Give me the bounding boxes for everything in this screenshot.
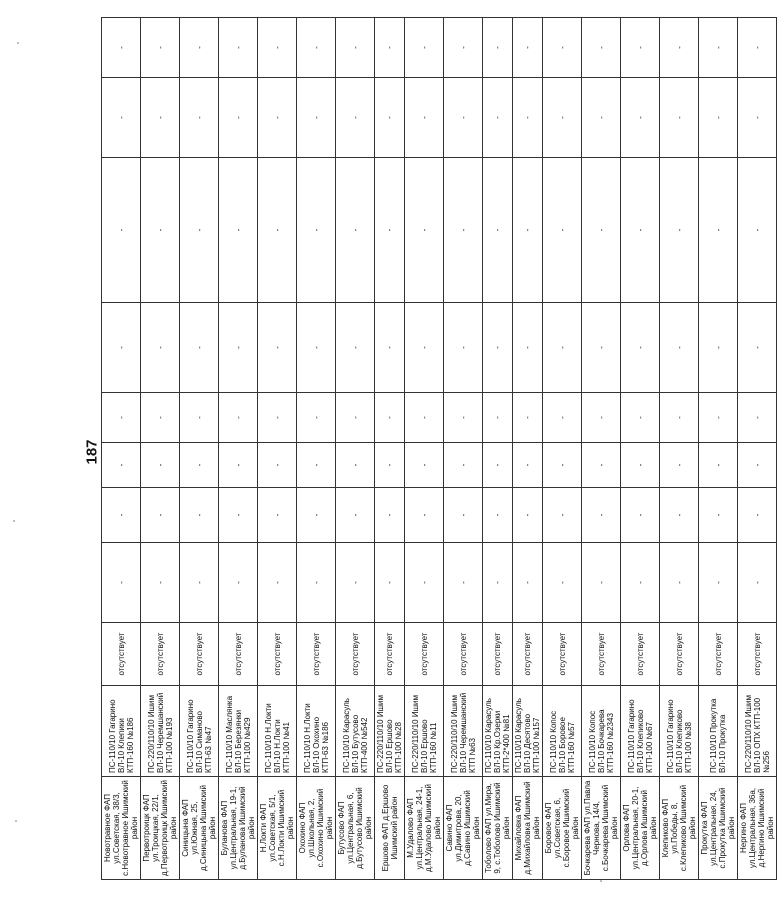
value-cell: -	[513, 303, 543, 393]
value-cell: -	[444, 158, 483, 303]
value-cell: -	[375, 18, 405, 78]
value-cell: -	[336, 543, 375, 623]
value-cell: -	[375, 158, 405, 303]
value-cell: -	[738, 78, 777, 158]
power-source-cell: ПС-110/10 Гагарино ВЛ-10 Клепиково КТП-100 №67	[621, 686, 660, 777]
power-source-cell: ПС-220/110/10 Ишим ВЛ-10 Ершово КТП-100 №28	[375, 686, 405, 777]
value-cell: -	[405, 303, 444, 393]
value-cell: -	[738, 543, 777, 623]
value-cell: -	[405, 18, 444, 78]
power-source-cell: ПС-110/10 Гагарино ВЛ-10 Симаново КТП-63 №47	[180, 686, 219, 777]
value-cell: -	[738, 158, 777, 303]
value-cell: -	[621, 158, 660, 303]
value-cell: -	[444, 488, 483, 543]
value-cell: -	[483, 303, 513, 393]
status-cell: отсутствует	[180, 623, 219, 686]
value-cell: -	[141, 303, 180, 393]
status-cell: отсутствует	[660, 623, 699, 686]
power-source-cell: ПС-110/10 Карасуль ВЛ-10 Бутусово КТП-400 №542	[336, 686, 375, 777]
value-cell: -	[543, 303, 582, 393]
status-cell: отсутствует	[483, 623, 513, 686]
value-cell: -	[102, 443, 141, 488]
table-row	[699, 18, 738, 880]
value-cell: -	[699, 488, 738, 543]
scan-speck	[17, 42, 19, 44]
value-cell: -	[405, 78, 444, 158]
value-cell: -	[582, 78, 621, 158]
status-cell: отсутствует	[699, 623, 738, 686]
power-source-cell: ПС-110/10 Гагарино ВЛ-10 Клепиково КТП-100 №38	[660, 686, 699, 777]
value-cell: -	[297, 443, 336, 488]
value-cell: -	[582, 18, 621, 78]
facility-cell: Орлова ФАП ул.Центральная, 20-1, д.Орлова Ишимский район	[621, 777, 660, 880]
value-cell: -	[102, 303, 141, 393]
value-cell: -	[180, 393, 219, 443]
value-cell: -	[582, 158, 621, 303]
power-supply-table	[101, 17, 777, 880]
table-row	[258, 18, 297, 880]
table-row	[180, 18, 219, 880]
facility-cell: Первотроицк ФАП ул.Троицкая, 22/1, д.Первотроицк Ишимский район	[141, 777, 180, 880]
value-cell: -	[375, 488, 405, 543]
table-body	[102, 18, 777, 880]
value-cell: -	[336, 488, 375, 543]
status-cell: отсутствует	[375, 623, 405, 686]
value-cell: -	[444, 303, 483, 393]
value-cell: -	[405, 158, 444, 303]
value-cell: -	[738, 18, 777, 78]
value-cell: -	[405, 488, 444, 543]
value-cell: -	[582, 543, 621, 623]
status-cell: отсутствует	[543, 623, 582, 686]
power-source-cell: ПС-110/10 Карасуль ВЛ-10 Кр.Озерки КТП-2*400 №81	[483, 686, 513, 777]
value-cell: -	[543, 443, 582, 488]
power-source-cell: ПС-110/10 Н.Локти ВЛ-10 Охохино КТП-63 №186	[297, 686, 336, 777]
value-cell: -	[180, 543, 219, 623]
value-cell: -	[621, 303, 660, 393]
table-row	[444, 18, 483, 880]
value-cell: -	[141, 158, 180, 303]
facility-cell: Бутусово ФАП ул.Центральная, 6, д.Бутусово Ишимский район	[336, 777, 375, 880]
value-cell: -	[219, 443, 258, 488]
value-cell: -	[513, 78, 543, 158]
value-cell: -	[543, 543, 582, 623]
facility-cell: Савино ФАП ул.Димитрова, 20, д.Савино Ишимский район	[444, 777, 483, 880]
value-cell: -	[582, 303, 621, 393]
table-row	[582, 18, 621, 880]
facility-cell: Новотравное ФАП ул.Советская, 38/3, с.Новотравное Ишимский район	[102, 777, 141, 880]
value-cell: -	[513, 543, 543, 623]
value-cell: -	[621, 543, 660, 623]
facility-cell: Боровое ФАП ул.Советская, 6, с.Боровое Ишимский район	[543, 777, 582, 880]
page-number: 187	[83, 439, 101, 465]
table-row	[621, 18, 660, 880]
power-source-cell: ПС-110/10 Гагарино ВЛ-10 Клепики КТП-160 №186	[102, 686, 141, 777]
value-cell: -	[543, 78, 582, 158]
table-row	[219, 18, 258, 880]
value-cell: -	[258, 488, 297, 543]
value-cell: -	[660, 18, 699, 78]
power-source-cell: ПС-110/10 Маслянка ВЛ-10 Березянки КТП-100 №429	[219, 686, 258, 777]
value-cell: -	[405, 443, 444, 488]
value-cell: -	[219, 393, 258, 443]
value-cell: -	[102, 158, 141, 303]
value-cell: -	[336, 393, 375, 443]
value-cell: -	[336, 18, 375, 78]
value-cell: -	[102, 18, 141, 78]
power-source-cell: ПС-110/10 Прокутка ВЛ-10 Прокутка	[699, 686, 738, 777]
value-cell: -	[621, 393, 660, 443]
value-cell: -	[258, 303, 297, 393]
value-cell: -	[219, 158, 258, 303]
value-cell: -	[405, 393, 444, 443]
facility-cell: М.Удалово ФАП ул.Центральная, 24-1, д.М.Удалово Ишимский район	[405, 777, 444, 880]
table-row	[375, 18, 405, 880]
value-cell: -	[297, 488, 336, 543]
value-cell: -	[141, 18, 180, 78]
power-source-cell: ПС-110/10 Карасуль ВЛ-10 Десятово КТП-100 №157	[513, 686, 543, 777]
value-cell: -	[660, 543, 699, 623]
value-cell: -	[513, 18, 543, 78]
table-row	[738, 18, 777, 880]
value-cell: -	[180, 78, 219, 158]
table-row	[102, 18, 141, 880]
value-cell: -	[102, 543, 141, 623]
value-cell: -	[738, 443, 777, 488]
value-cell: -	[699, 303, 738, 393]
value-cell: -	[543, 18, 582, 78]
table-row	[483, 18, 513, 880]
value-cell: -	[375, 78, 405, 158]
power-source-cell: ПС-110/10 Копос ВЛ-10 Бочкарева КТП-160 №2343	[582, 686, 621, 777]
table-row	[513, 18, 543, 880]
value-cell: -	[141, 393, 180, 443]
value-cell: -	[582, 393, 621, 443]
value-cell: -	[543, 488, 582, 543]
value-cell: -	[444, 393, 483, 443]
value-cell: -	[375, 443, 405, 488]
facility-cell: Охохино ФАП ул.Школьная, 2, с.Охохино Ишимский район	[297, 777, 336, 880]
status-cell: отсутствует	[219, 623, 258, 686]
status-cell: отсутствует	[405, 623, 444, 686]
value-cell: -	[483, 443, 513, 488]
value-cell: -	[621, 443, 660, 488]
value-cell: -	[444, 543, 483, 623]
value-cell: -	[660, 488, 699, 543]
value-cell: -	[543, 158, 582, 303]
value-cell: -	[375, 543, 405, 623]
value-cell: -	[102, 488, 141, 543]
facility-cell: Прокутка ФАП ул.Центральная, 24, с.Прокутка Ишимский район	[699, 777, 738, 880]
value-cell: -	[297, 78, 336, 158]
value-cell: -	[219, 543, 258, 623]
value-cell: -	[102, 393, 141, 443]
scan-speck	[15, 820, 17, 822]
status-cell: отсутствует	[513, 623, 543, 686]
value-cell: -	[699, 78, 738, 158]
value-cell: -	[513, 158, 543, 303]
value-cell: -	[141, 78, 180, 158]
value-cell: -	[483, 393, 513, 443]
value-cell: -	[102, 78, 141, 158]
scan-speck	[600, 880, 602, 882]
value-cell: -	[297, 18, 336, 78]
power-source-cell: ПС-220/110/10 Ишим ВЛ-10 ОПХ КТП-100 №256	[738, 686, 777, 777]
facility-cell: Ершово ФАП д.Ершово Ишимский район	[375, 777, 405, 880]
value-cell: -	[582, 488, 621, 543]
value-cell: -	[621, 78, 660, 158]
value-cell: -	[180, 443, 219, 488]
status-cell: отсутствует	[141, 623, 180, 686]
value-cell: -	[738, 303, 777, 393]
value-cell: -	[336, 78, 375, 158]
value-cell: -	[444, 443, 483, 488]
value-cell: -	[513, 488, 543, 543]
facility-cell: Нергино ФАП ул.Центральная, 36а, д.Нергино Ишимский район	[738, 777, 777, 880]
value-cell: -	[297, 393, 336, 443]
value-cell: -	[699, 18, 738, 78]
facility-cell: Синицына ФАП ул.Южная, 25, д.Синицына Ишимский район	[180, 777, 219, 880]
power-source-cell: ПС-220/110/10 Ишим ВЛ-10 Ершово КТП-160 №11	[405, 686, 444, 777]
value-cell: -	[699, 393, 738, 443]
table-row	[660, 18, 699, 880]
power-source-cell: ПС-220/110/10 Ишим ВЛ-10 Черемшанский КТП №63	[444, 686, 483, 777]
value-cell: -	[141, 543, 180, 623]
value-cell: -	[258, 393, 297, 443]
value-cell: -	[621, 18, 660, 78]
value-cell: -	[660, 443, 699, 488]
value-cell: -	[660, 303, 699, 393]
value-cell: -	[180, 488, 219, 543]
value-cell: -	[660, 78, 699, 158]
value-cell: -	[258, 443, 297, 488]
value-cell: -	[141, 443, 180, 488]
value-cell: -	[738, 488, 777, 543]
value-cell: -	[444, 78, 483, 158]
value-cell: -	[699, 543, 738, 623]
value-cell: -	[336, 443, 375, 488]
value-cell: -	[180, 18, 219, 78]
value-cell: -	[444, 18, 483, 78]
value-cell: -	[297, 158, 336, 303]
facility-cell: Клепиково ФАП ул.Победы, 8, с.Клепиково Ишимский район	[660, 777, 699, 880]
status-cell: отсутствует	[621, 623, 660, 686]
value-cell: -	[483, 78, 513, 158]
power-source-cell: ПС-110/10 Н.Локти ВЛ-10 Н.Локти КТП-100 №41	[258, 686, 297, 777]
value-cell: -	[513, 393, 543, 443]
power-source-cell: ПС-110/10 Копос ВЛ-10 Боровое КТП-160 №57	[543, 686, 582, 777]
facility-cell: Буланова ФАП ул.Центральная, 19-1, д.Буланова Ишимский район	[219, 777, 258, 880]
value-cell: -	[660, 393, 699, 443]
value-cell: -	[258, 78, 297, 158]
status-cell: отсутствует	[297, 623, 336, 686]
value-cell: -	[258, 543, 297, 623]
value-cell: -	[699, 443, 738, 488]
power-source-cell: ПС-220/110/10 Ишим ВЛ-10 Черемшанский КТП-100 №193	[141, 686, 180, 777]
value-cell: -	[180, 158, 219, 303]
value-cell: -	[219, 488, 258, 543]
table-row	[141, 18, 180, 880]
value-cell: -	[483, 543, 513, 623]
value-cell: -	[297, 303, 336, 393]
value-cell: -	[180, 303, 219, 393]
value-cell: -	[483, 488, 513, 543]
facility-cell: Бочкарева ФАП ул.Павла Чернова, 14/4, с.Бочкарева Ишимский район	[582, 777, 621, 880]
table-row	[336, 18, 375, 880]
value-cell: -	[483, 158, 513, 303]
value-cell: -	[483, 18, 513, 78]
status-cell: отсутствует	[102, 623, 141, 686]
value-cell: -	[375, 303, 405, 393]
value-cell: -	[219, 303, 258, 393]
status-cell: отсутствует	[336, 623, 375, 686]
value-cell: -	[405, 543, 444, 623]
table-row	[543, 18, 582, 880]
status-cell: отсутствует	[444, 623, 483, 686]
value-cell: -	[375, 393, 405, 443]
value-cell: -	[336, 303, 375, 393]
table-row	[297, 18, 336, 880]
table-row	[405, 18, 444, 880]
value-cell: -	[258, 158, 297, 303]
status-cell: отсутствует	[258, 623, 297, 686]
value-cell: -	[258, 18, 297, 78]
value-cell: -	[699, 158, 738, 303]
status-cell: отсутствует	[738, 623, 777, 686]
value-cell: -	[543, 393, 582, 443]
value-cell: -	[297, 543, 336, 623]
facility-cell: Н.Локти ФАП ул.Советская, 5/1, с.Н.Локти Ишимский район	[258, 777, 297, 880]
value-cell: -	[660, 158, 699, 303]
facility-cell: Тоболово ФАП ул.Мира, 9, с.Тоболово Ишимский район	[483, 777, 513, 880]
value-cell: -	[219, 18, 258, 78]
value-cell: -	[513, 443, 543, 488]
facility-cell: Михайловка ФАП д.Михайловка Ишимский район	[513, 777, 543, 880]
value-cell: -	[141, 488, 180, 543]
scan-speck	[13, 520, 15, 522]
status-cell: отсутствует	[582, 623, 621, 686]
value-cell: -	[336, 158, 375, 303]
rotated-page-content	[101, 18, 775, 880]
value-cell: -	[621, 488, 660, 543]
value-cell: -	[219, 78, 258, 158]
value-cell: -	[738, 393, 777, 443]
value-cell: -	[582, 443, 621, 488]
